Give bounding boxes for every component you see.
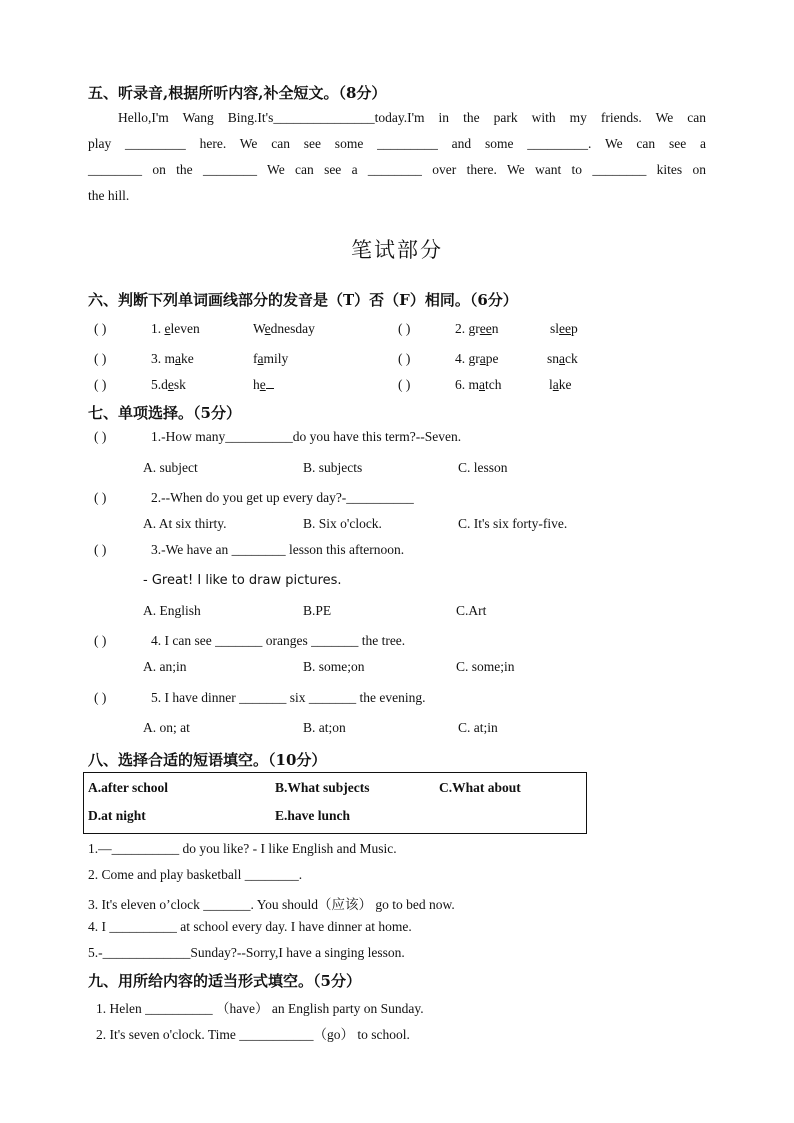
answer-paren: ( )	[398, 377, 411, 392]
section-8-title: 八、选择合适的短语填空。（10分）	[88, 751, 327, 769]
phonics-item-4-compare: snack	[547, 351, 578, 366]
answer-paren: ( )	[94, 633, 107, 648]
mc-option-a: A. English	[143, 603, 201, 618]
mc-option-c: C.Art	[456, 603, 487, 618]
phonics-item-6-compare: lake	[549, 377, 572, 392]
phonics-item-1-compare: Wednesday	[253, 321, 315, 336]
answer-paren: ( )	[94, 429, 107, 444]
fill-sentence-1: 1.—__________ do you like? - I like English and Music.	[88, 841, 397, 856]
mc-option-b: B.PE	[303, 603, 332, 618]
section-5-line-1: Hello,I'm Wang Bing.It's_______________today.I'm in the park with my friends. We can	[118, 110, 706, 125]
phrase-option-e: E.have lunch	[275, 808, 351, 823]
fill-sentence-3: 3. It's eleven o’clock _______. You should（应该） go to bed now.	[88, 897, 455, 912]
section-9-title: 九、用所给内容的适当形式填空。（5分）	[88, 972, 361, 990]
mc-question-3-reply: - Great! I like to draw pictures.	[143, 573, 342, 588]
answer-paren: ( )	[398, 351, 411, 366]
mc-question-5: 5. I have dinner _______ six _______ the evening.	[151, 690, 426, 705]
mc-option-b: B. some;on	[303, 659, 365, 674]
phrase-option-c: C.What about	[439, 780, 521, 795]
phrase-option-a: A.after school	[88, 780, 168, 795]
answer-paren: ( )	[94, 377, 107, 392]
section-5-line-3: ________ on the ________ We can see a ________ over there. We want to ________ kites on	[88, 162, 706, 177]
section-5-line-2: play _________ here. We can see some _________ and some _________. We can see a	[88, 136, 706, 151]
mc-option-c: C. at;in	[458, 720, 498, 735]
mc-option-a: A. an;in	[143, 659, 187, 674]
phonics-item-2-compare: sleep	[550, 321, 578, 336]
section-5-line-4: the hill.	[88, 188, 130, 203]
mc-option-c: C. It's six forty-five.	[458, 516, 568, 531]
answer-paren: ( )	[398, 321, 411, 336]
phonics-item-1: 1. eleven	[151, 321, 200, 336]
fill-sentence-5: 5.-_____________Sunday?--Sorry,I have a singing lesson.	[88, 945, 405, 960]
phonics-item-6: 6. match	[455, 377, 502, 392]
part-title: 笔试部分	[351, 238, 443, 262]
mc-option-b: B. at;on	[303, 720, 346, 735]
phonics-item-3-compare: family	[253, 351, 289, 366]
mc-question-4: 4. I can see _______ oranges _______ the tree.	[151, 633, 406, 648]
phrase-option-b: B.What subjects	[275, 780, 370, 795]
phonics-item-5-compare: he	[253, 377, 274, 393]
mc-option-a: A. on; at	[143, 720, 190, 735]
phonics-item-2: 2. green	[455, 321, 499, 336]
answer-paren: ( )	[94, 542, 107, 557]
mc-option-c: C. lesson	[458, 460, 508, 475]
form-sentence-1: 1. Helen __________ （have） an English party on Sunday.	[96, 1001, 424, 1016]
section-5-title: 五、听录音,根据所听内容,补全短文。（8分）	[88, 84, 387, 102]
mc-question-2: 2.--When do you get up every day?-__________	[151, 490, 414, 505]
answer-paren: ( )	[94, 321, 107, 336]
mc-option-b: B. Six o'clock.	[303, 516, 382, 531]
mc-question-1: 1.-How many__________do you have this term?--Seven.	[151, 429, 462, 444]
answer-paren: ( )	[94, 351, 107, 366]
phonics-item-5: 5.desk	[151, 377, 186, 392]
mc-option-c: C. some;in	[456, 659, 515, 674]
answer-paren: ( )	[94, 690, 107, 705]
phonics-item-3: 3. make	[151, 351, 194, 366]
fill-sentence-2: 2. Come and play basketball ________.	[88, 867, 303, 882]
phonics-item-4: 4. grape	[455, 351, 499, 366]
mc-question-3: 3.-We have an ________ lesson this afternoon.	[151, 542, 405, 557]
mc-option-b: B. subjects	[303, 460, 363, 475]
mc-option-a: A. subject	[143, 460, 198, 475]
section-7-title: 七、单项选择。（5分）	[88, 404, 241, 422]
section-6-title: 六、判断下列单词画线部分的发音是（T）否（F）相同。（6分）	[88, 291, 518, 309]
mc-option-a: A. At six thirty.	[143, 516, 227, 531]
form-sentence-2: 2. It's seven o'clock. Time ___________（go） to school.	[96, 1027, 410, 1042]
fill-sentence-4: 4. I __________ at school every day. I have dinner at home.	[88, 919, 412, 934]
phrase-option-d: D.at night	[88, 808, 146, 823]
answer-paren: ( )	[94, 490, 107, 505]
